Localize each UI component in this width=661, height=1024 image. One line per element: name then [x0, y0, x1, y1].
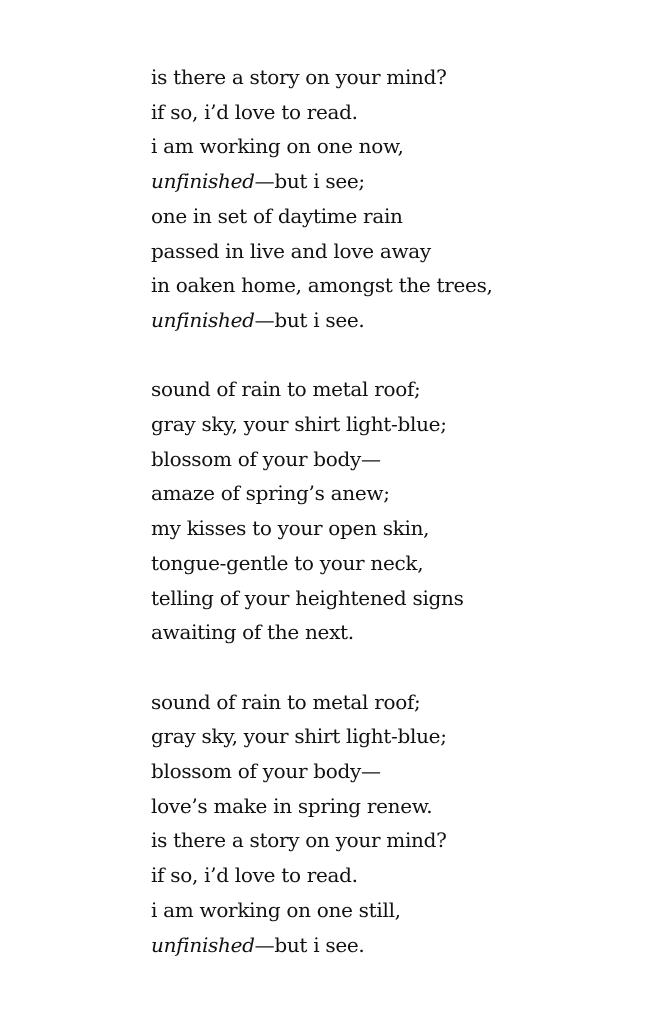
poem-line: gray sky, your shirt light-blue; [151, 724, 447, 749]
poem-line: i am working on one now, [151, 134, 404, 159]
italic-word: unfinished [151, 169, 255, 194]
poem-line: sound of rain to metal roof; [151, 689, 421, 714]
poem-line: in oaken home, amongst the trees, [151, 273, 493, 298]
poem-line: if so, i’d love to read. [151, 863, 358, 888]
poem-line: telling of your heightened signs [151, 585, 464, 610]
poem-line: amaze of spring’s anew; [151, 481, 390, 506]
poem-line: passed in live and love away [151, 238, 431, 263]
poem-line: sound of rain to metal roof; [151, 377, 421, 402]
line-rest: —but i see. [254, 932, 365, 957]
poem-line: awaiting of the next. [151, 620, 354, 645]
poem-line: blossom of your body— [151, 759, 381, 784]
stanza-1 [151, 60, 631, 338]
poem-line: gray sky, your shirt light-blue; [151, 412, 447, 437]
poem [151, 60, 631, 962]
poem-line: one in set of daytime rain [151, 203, 403, 228]
poem-line [151, 303, 631, 338]
italic-word: unfinished [151, 932, 255, 957]
stanza-2 [151, 372, 631, 650]
italic-word: unfinished [151, 307, 255, 332]
poem-line: blossom of your body— [151, 446, 381, 471]
stanza-3 [151, 685, 631, 963]
poem-line: love’s make in spring renew. [151, 793, 433, 818]
poem-line: i am working on one still, [151, 897, 401, 922]
poem-line [151, 164, 631, 199]
poem-line: tongue-gentle to your neck, [151, 550, 424, 575]
poem-line: my kisses to your open skin, [151, 516, 430, 541]
poem-line [151, 928, 631, 963]
line-rest: —but i see; [254, 169, 365, 194]
line-rest: —but i see. [254, 307, 365, 332]
poem-line: is there a story on your mind? [151, 828, 447, 853]
poem-line: is there a story on your mind? [151, 65, 447, 89]
poem-line: if so, i’d love to read. [151, 99, 358, 124]
